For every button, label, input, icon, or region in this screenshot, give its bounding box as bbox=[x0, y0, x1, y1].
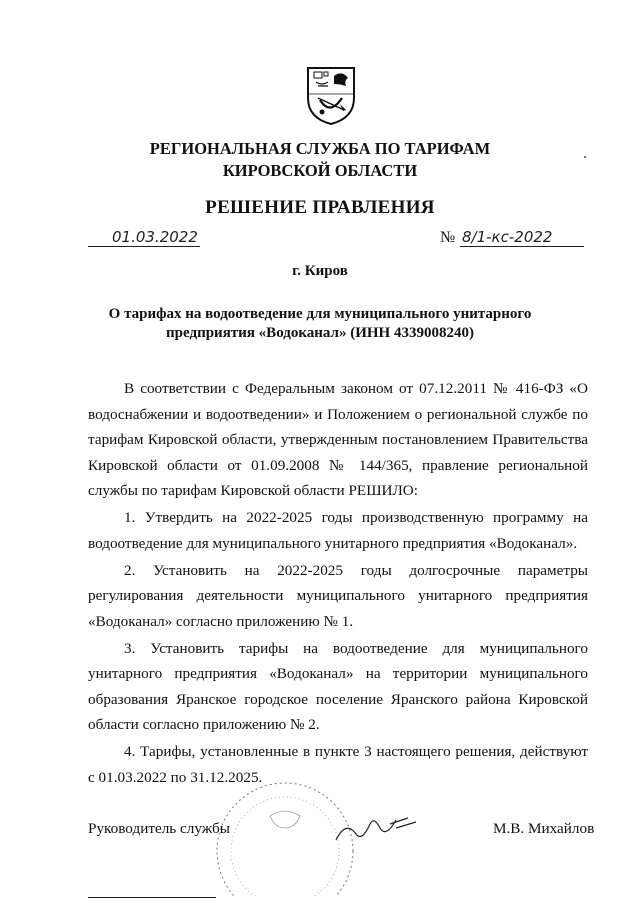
subject-line1: О тарифах на водоотведение для муниципального унитарного bbox=[108, 306, 532, 322]
item-paragraph-2: 2. Установить на 2022-2025 годы долгосрочные параметры регулирования деятельности муниципального унитарного предприятия «Водоканал» согласно приложению № 1. bbox=[88, 561, 588, 630]
document-date: 01.03.2022 bbox=[112, 228, 198, 246]
organization-name bbox=[0, 138, 640, 182]
organization-line2: КИРОВСКОЙ ОБЛАСТИ bbox=[222, 161, 418, 180]
document-type-title: РЕШЕНИЕ ПРАВЛЕНИЯ bbox=[205, 197, 435, 218]
item-paragraph-3: 3. Установить тарифы на водоотведение для муниципального унитарного предприятия «Водоканал» на территории муниципального образования Яранское городское поселение Яранского района Кировской области согласно приложению № 2. bbox=[88, 639, 588, 733]
organization-line1: РЕГИОНАЛЬНАЯ СЛУЖБА ПО ТАРИФАМ bbox=[149, 139, 491, 158]
signatory-title: Руководитель службы bbox=[88, 820, 230, 837]
footer-rule bbox=[88, 897, 216, 898]
number-underline bbox=[460, 246, 584, 247]
signature-icon bbox=[330, 810, 430, 850]
item-paragraph-4: 4. Тарифы, установленные в пункте 3 настоящего решения, действуют с 01.03.2022 по 31.12.2025. bbox=[88, 743, 588, 786]
subject-line2: предприятия «Водоканал» (ИНН 4339008240) bbox=[166, 325, 474, 341]
date-underline bbox=[88, 246, 200, 247]
city: г. Киров bbox=[292, 263, 348, 279]
scan-speck bbox=[584, 156, 586, 158]
document-number: 8/1-кс-2022 bbox=[462, 228, 553, 246]
number-prefix: № bbox=[440, 229, 456, 246]
document-body bbox=[88, 376, 588, 790]
signatory-name: М.В. Михайлов bbox=[493, 820, 595, 837]
coat-of-arms-icon bbox=[304, 64, 358, 126]
preamble-paragraph: В соответствии с Федеральным законом от 07.12.2011 № 416-ФЗ «О водоснабжении и водоотведении» и Положением о региональной службе по тарифам Кировской области, утвержденным постановлением Правительства Кировской области от 01.09.2008 № 144/365, правление региональной службы по тарифам Кировской области РЕШИЛО: bbox=[88, 380, 588, 499]
item-paragraph-1: 1. Утвердить на 2022-2025 годы производственную программу на водоотведение для муниципального унитарного предприятия «Водоканал». bbox=[88, 509, 588, 552]
document-subject bbox=[0, 305, 640, 343]
